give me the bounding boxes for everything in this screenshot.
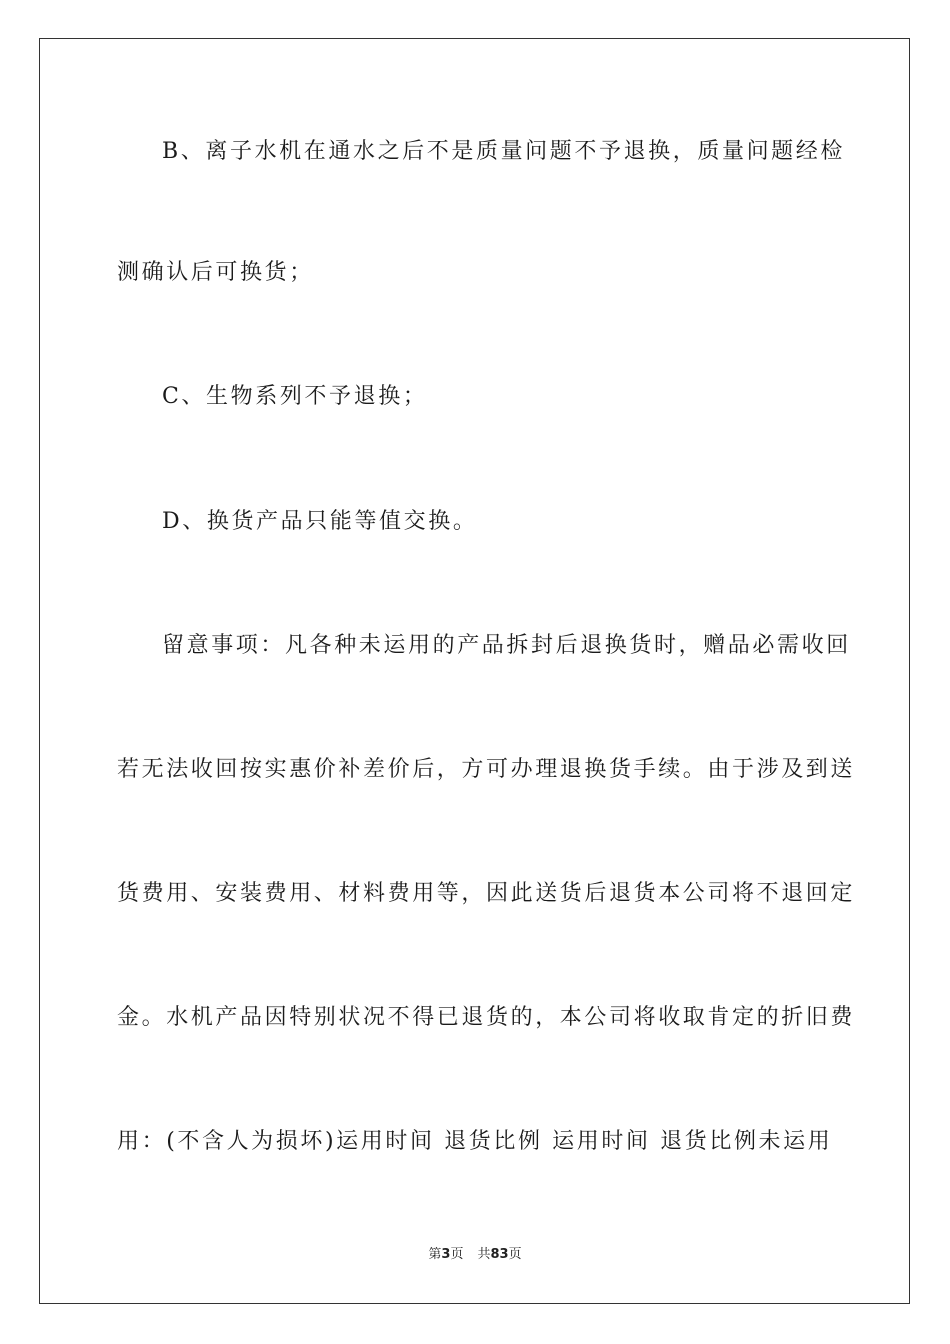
total-suffix: 页 bbox=[508, 1247, 522, 1262]
paragraph-line-8: 金。水机产品因特别状况不得已退货的，本公司将收取肯定的折旧费 bbox=[117, 1005, 856, 1030]
paragraph-line-2: 测确认后可换货； bbox=[117, 260, 314, 285]
page-suffix: 页 bbox=[450, 1247, 464, 1262]
paragraph-line-7: 货费用、安装费用、材料费用等，因此送货后退货本公司将不退回定 bbox=[117, 881, 856, 906]
paragraph-line-6: 若无法收回按实惠价补差价后，方可办理退换货手续。由于涉及到送 bbox=[117, 757, 856, 782]
page-footer bbox=[0, 1246, 950, 1264]
paragraph-line-3: C、生物系列不予退换； bbox=[162, 384, 428, 409]
page-prefix: 第 bbox=[428, 1247, 442, 1262]
total-prefix: 共 bbox=[477, 1247, 491, 1262]
total-pages: 83 bbox=[490, 1247, 509, 1262]
page-number: 3 bbox=[441, 1247, 451, 1262]
paragraph-line-9: 用：(不含人为损坏)运用时间 退货比例 运用时间 退货比例未运用 bbox=[117, 1129, 833, 1154]
page-border bbox=[39, 38, 910, 1304]
paragraph-line-4: D、换货产品只能等值交换。 bbox=[162, 509, 478, 534]
paragraph-line-1: B、离子水机在通水之后不是质量问题不予退换，质量问题经检 bbox=[162, 139, 845, 164]
paragraph-line-5: 留意事项：凡各种未运用的产品拆封后退换货时，赠品必需收回 bbox=[162, 633, 851, 658]
